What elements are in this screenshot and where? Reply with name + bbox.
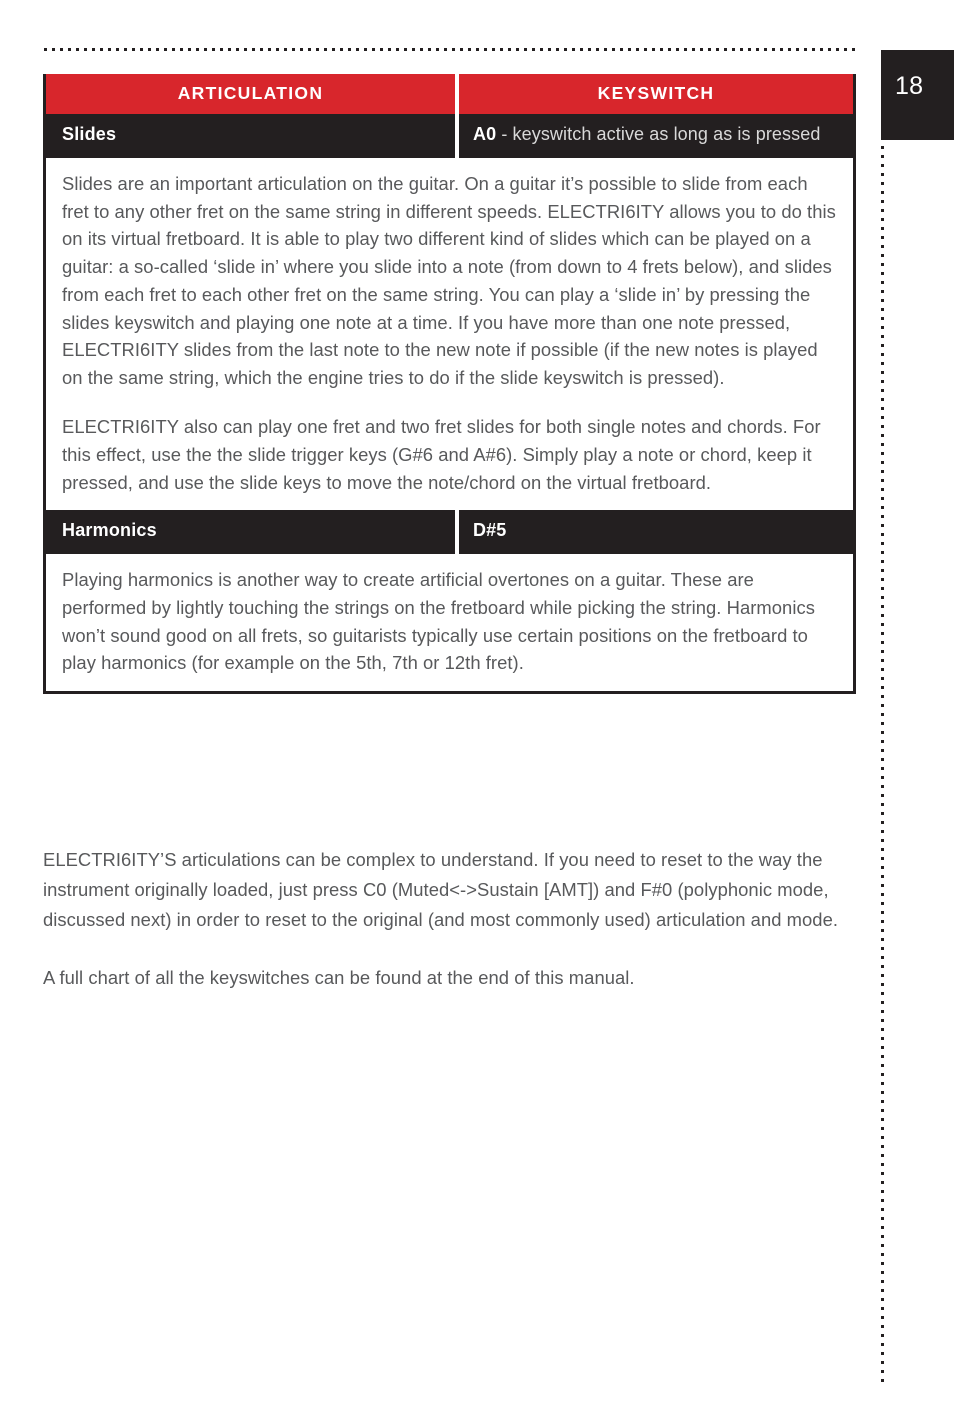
page-number-block (881, 50, 954, 140)
keyswitch-value (473, 519, 853, 543)
description-paragraph: ELECTRI6ITY also can play one fret and two fret slides for both single notes and chords. For this effect, use the the slide trigger keys (G#6 and A#6). Simply play a note or chord, keep it pressed, and use the slide keys to move the note/chord on the virtual fretboard. (62, 416, 821, 493)
keyswitch-key: A0 (473, 124, 497, 144)
table-header-row (46, 74, 853, 114)
articulation-name-cell (46, 114, 455, 158)
table-description-row (46, 158, 853, 511)
articulation-table (43, 74, 856, 694)
body-copy (43, 845, 843, 993)
articulation-name: Harmonics (62, 520, 157, 541)
body-paragraph: ELECTRI6ITY’S articulations can be complex to understand. If you need to reset to the way the instrument originally loaded, just press C0 (Muted<->Sustain [AMT]) and F#0 (polyphonic mode, discussed next) in order to reset to the original (and most commonly used) articulation and mode. (43, 849, 839, 930)
keyswitch-note: - keyswitch active as long as is pressed (496, 124, 821, 144)
articulation-name: Slides (62, 124, 117, 144)
side-dotted-rule (881, 146, 884, 1386)
table-row (46, 114, 853, 158)
description-paragraph: Slides are an important articulation on the guitar. On a guitar it’s possible to slide from each fret to any other fret on the same string in different speeds. ELECTRI6ITY allows you to do this on its virtual fretboard. It is able to play two different kind of slides which can be played on a guitar: a so-called ‘slide in’ where you slide into a note (from down to 4 frets below), and slides from each fret to each other fret on the same string. You can play a ‘slide in’ by pressing the slides keyswitch and playing one note at a time. If you have more than one note pressed, ELECTRI6ITY slides from the last note to the new note if possible (if the new notes is played on the same string, which the engine tries to do if the slide keyswitch is pressed). (62, 172, 836, 389)
articulation-name-cell (46, 510, 455, 554)
keyswitch-cell (459, 114, 853, 158)
articulation-description (46, 554, 853, 691)
keyswitch-value (473, 123, 853, 147)
keyswitch-key: D#5 (473, 520, 507, 541)
column-header-articulation: ARTICULATION (46, 74, 455, 114)
body-paragraph: A full chart of all the keyswitches can be found at the end of this manual. (43, 967, 635, 988)
description-paragraph: Playing harmonics is another way to create artificial overtones on a guitar. These are performed by lightly touching the strings on the fretboard while picking the string. Harmonics won’t sound good on all frets, so guitarists typically use certain positions on the fretboard to play harmonics (for example on the 5th, 7th or 12th fret). (62, 569, 815, 674)
column-header-keyswitch: KEYSWITCH (459, 74, 853, 114)
table-description-row (46, 554, 853, 691)
articulation-description (46, 158, 853, 511)
top-dotted-rule (44, 48, 856, 51)
page-number: 18 (895, 72, 924, 100)
keyswitch-cell (459, 510, 853, 554)
table-row (46, 510, 853, 554)
